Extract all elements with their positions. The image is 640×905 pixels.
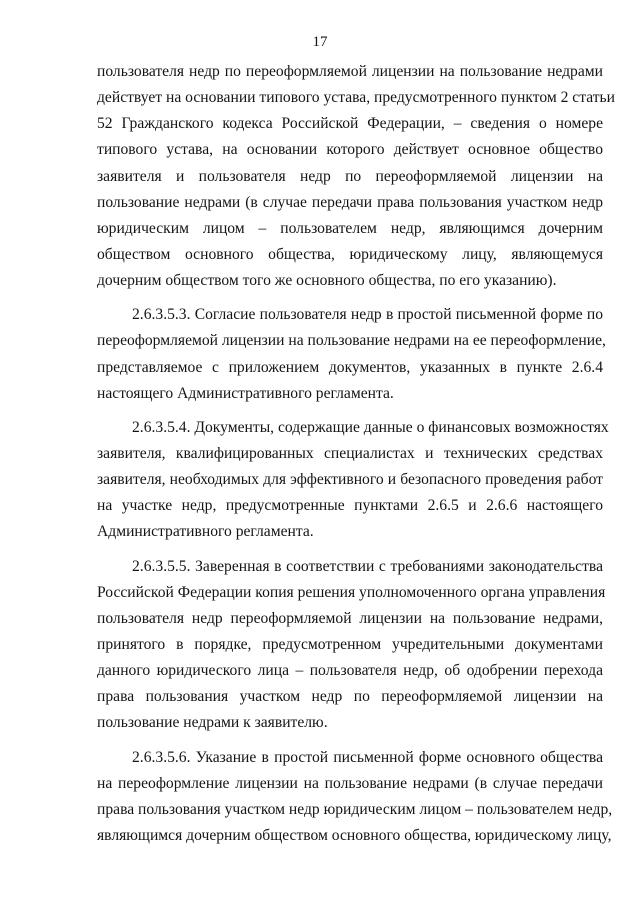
text-line: дочерним обществом того же основного общества, по его указанию). <box>97 272 557 290</box>
paragraph-2-6-3-5-3 <box>97 302 606 407</box>
text-line: права пользования участком недр юридическим лицом – пользователем недр, <box>97 800 613 818</box>
text-line: пользование недрами к заявителю. <box>97 714 328 732</box>
text-line: Административного регламента. <box>97 523 314 541</box>
text-line: 2.6.3.5.5. Заверенная в соответствии с требованиями законодательства <box>132 557 603 575</box>
text-line: настоящего Административного регламента. <box>97 384 394 402</box>
text-line: типового устава, на основании которого действует основное общество <box>97 141 603 159</box>
page-number: 17 <box>312 34 328 50</box>
text-line: пользование недрами (в случае передачи права пользования участком недр <box>97 193 603 211</box>
paragraph-2-6-3-5-5 <box>97 554 606 737</box>
paragraph-continuation <box>97 59 616 294</box>
text-line: 2.6.3.5.4. Документы, содержащие данные о финансовых возможностях <box>132 418 609 436</box>
text-line: являющимся дочерним обществом основного общества, юридическому лицу, <box>97 826 612 844</box>
text-line: данного юридического лица – пользователя недр, об одобрении перехода <box>97 662 603 680</box>
text-line: на участке недр, предусмотренные пунктами 2.6.5 и 2.6.6 настоящего <box>97 497 603 515</box>
text-line: Российской Федерации копия решения уполномоченного органа управления <box>97 583 606 601</box>
paragraph-2-6-3-5-4 <box>97 415 609 546</box>
text-line: 2.6.3.5.6. Указание в простой письменной форме основного общества <box>132 748 603 766</box>
text-line: обществом основного общества, юридическому лицу, являющемуся <box>97 245 603 263</box>
text-line: переоформляемой лицензии на пользование недрами на ее переоформление, <box>97 332 606 350</box>
text-line: заявителя, необходимых для эффективного и безопасного проведения работ <box>97 471 603 489</box>
text-line: пользователя недр переоформляемой лицензии на пользование недрами, <box>97 609 603 627</box>
paragraph-2-6-3-5-6 <box>97 745 613 850</box>
text-line: на переоформление лицензии на пользование недрами (в случае передачи <box>97 774 603 792</box>
text-line: заявителя, квалифицированных специалистах и технических средствах <box>97 444 603 462</box>
text-line: пользователя недр по переоформляемой лицензии на пользование недрами <box>97 63 603 80</box>
text-line: представляемое с приложением документов, указанных в пункте 2.6.4 <box>97 358 603 376</box>
text-line: заявителя и пользователя недр по переоформляемой лицензии на <box>97 167 603 185</box>
text-line: 52 Гражданского кодекса Российской Федерации, – сведения о номере <box>97 115 603 133</box>
text-line: права пользования участком недр по переоформляемой лицензии на <box>97 688 603 706</box>
text-line: 2.6.3.5.3. Согласие пользователя недр в простой письменной форме по <box>132 306 603 324</box>
text-line: действует на основании типового устава, предусмотренного пунктом 2 статьи <box>97 89 616 107</box>
text-line: юридическим лицом – пользователем недр, являющимся дочерним <box>97 219 603 237</box>
text-line: принятого в порядке, предусмотренном учредительными документами <box>97 635 603 653</box>
document-body <box>97 59 616 849</box>
